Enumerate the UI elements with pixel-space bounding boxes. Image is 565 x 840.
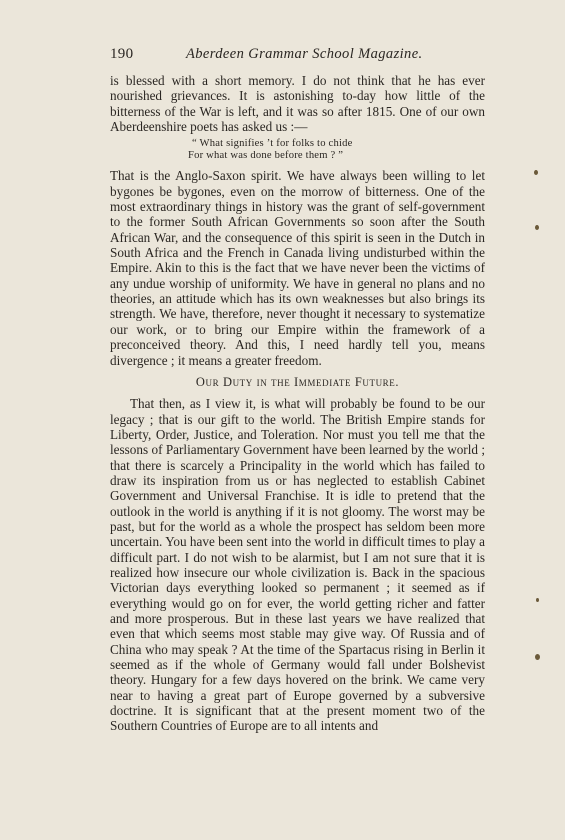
section-heading: Our Duty in the Immediate Future. bbox=[195, 374, 400, 389]
paragraph-anglo-saxon-spirit: That is the Anglo-Saxon spirit. We have always been willing to let bygones be bygones, even on the morrow of bitterness. One of the most extraordinary things in history was the grant of self-government to the former South African Governments so soon after the South African War, and the consequence of this spirit is seen in the Dutch in South Africa and the French in Canada living undisturbed within the Empire. Akin to this is the fact that we have never been the victims of any undue worship of uniformity. We have in general no plans and no theories, an attitude which has its own weaknesses but also brings its strength. We have, therefore, never thought it necessary to systematize our work, or to bring our Empire within the framework of a preconceived theory. And this, I need hardly tell you, means divergence ; it means a greater freedom. bbox=[110, 168, 485, 368]
paragraph-our-legacy: That then, as I view it, is what will probably be found to be our legacy ; that is our gift to the world. The British Empire stands for Liberty, Order, Justice, and Toleration. Nor must you tell me that the lessons of Parliamentary Government have been learned by the world ; that there is scarcely a Principality in the world which has failed to draw its inspiration from us or has neglected to establish Cabinet Government and Universal Franchise. It is idle to pretend that the outlook in the world is anything if it is not gloomy. The worst may be past, but for the world as a whole the prospect has seldom been more uncertain. You have been sent into the world in difficult times to play a difficult part. I do not wish to be alarmist, but I am not sure that it is realized how insecure our whole civilization is. Back in the spacious Victorian days everything looked so permanent ; it seemed as if everything would go on for ever, the world getting richer and fatter and more prosperous. But in these last years we have realized that even that which seems most stable may give way. Of Russia and of China who may speak ? At the time of the Spartacus rising in Berlin it seemed as if the whole of Germany would fall under Bolshevist theory. Hungary for a few days hovered on the brink. We came very near to having a great part of Europe governed by a subversive doctrine. It is significant that at the present moment two of the Southern Countries of Europe are to all intents and bbox=[110, 396, 485, 734]
margin-mark bbox=[536, 598, 539, 602]
running-title: Aberdeen Grammar School Magazine. bbox=[186, 46, 423, 62]
paragraph-continued: is blessed with a short memory. I do not think that he has ever nourished grievances. It is astonishing to-day how little of the bitterness of the War is left, and it was so after 1815. One of our own Aberdeenshire poets has asked us :— bbox=[110, 73, 485, 135]
margin-mark bbox=[534, 170, 538, 175]
page-header bbox=[110, 46, 485, 66]
margin-mark bbox=[535, 654, 540, 660]
verse-line-1: “ What signifies ’t for folks to chide bbox=[192, 138, 353, 150]
margin-mark bbox=[535, 225, 539, 230]
body-text bbox=[110, 73, 485, 734]
verse-quote bbox=[188, 138, 485, 162]
page-number: 190 bbox=[110, 46, 134, 62]
verse-line-2: For what was done before them ? ” bbox=[188, 150, 344, 162]
